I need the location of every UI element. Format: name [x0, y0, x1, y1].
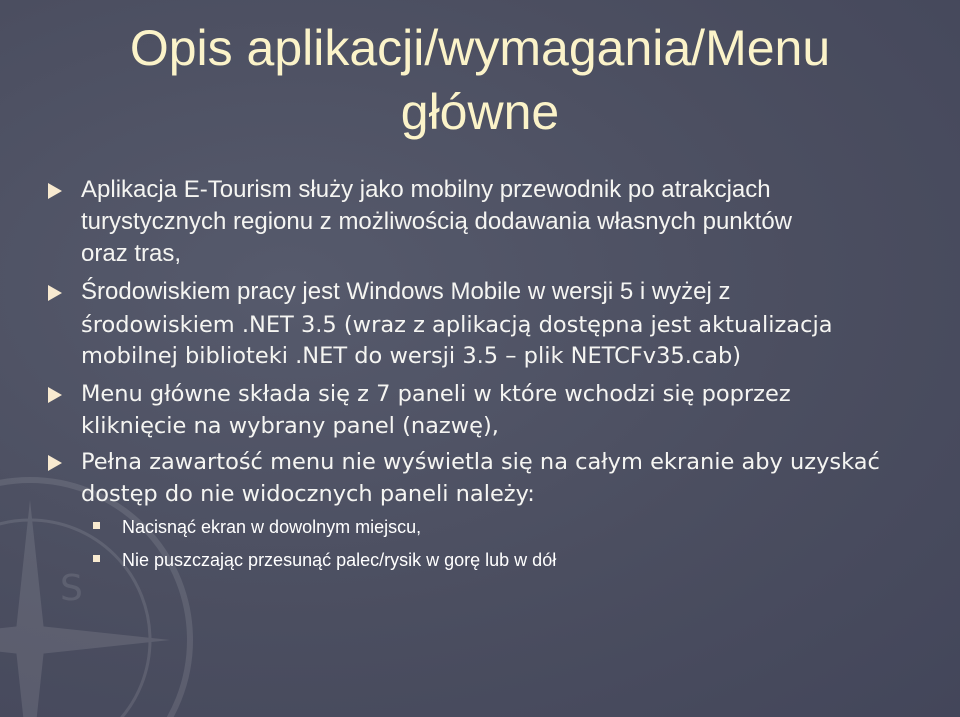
slide-title-line-2: główne [400, 84, 560, 140]
bullet-3-line-1: Menu główne składa się z 7 paneli w które wchodzi się poprzez [81, 381, 791, 407]
bullet-2-line-2: środowiskiem .NET 3.5 (wraz z aplikacją dostępna jest aktualizacja [81, 312, 833, 338]
square-bullet-icon [93, 555, 100, 562]
bullet-1-line-2: turystycznych regionu z możliwością dodawania własnych punktów [81, 208, 792, 235]
bullet-2-line-1: Środowiskiem pracy jest Windows Mobile w wersji 5 i wyżej z [81, 278, 731, 305]
square-bullet-icon [93, 522, 100, 529]
bullet-3-line-2: kliknięcie na wybrany panel (nazwę), [81, 413, 499, 439]
svg-text:S: S [60, 568, 83, 609]
bullet-1-line-1: Aplikacja E-Tourism służy jako mobilny przewodnik po atrakcjach [81, 176, 771, 203]
triangle-arrow-icon [48, 455, 62, 471]
bullet-4-line-1: Pełna zawartość menu nie wyświetla się na całym ekranie aby uzyskać [81, 449, 880, 475]
sub-bullet-2: Nie puszczając przesunąć palec/rysik w gorę lub w dół [122, 550, 557, 570]
sub-bullet-1: Nacisnąć ekran w dowolnym miejscu, [122, 517, 422, 537]
triangle-arrow-icon [48, 183, 62, 199]
bullet-4-line-2: dostęp do nie widocznych paneli należy: [81, 481, 535, 507]
slide-title-line-1: Opis aplikacji/wymagania/Menu [129, 20, 831, 76]
bullet-1-line-3: oraz tras, [81, 240, 182, 267]
triangle-arrow-icon [48, 285, 62, 301]
bullet-2-line-3: mobilnej biblioteki .NET do wersji 3.5 – plik NETCFv35.cab) [81, 343, 742, 369]
triangle-arrow-icon [48, 387, 62, 403]
slide-title [0, 16, 960, 144]
